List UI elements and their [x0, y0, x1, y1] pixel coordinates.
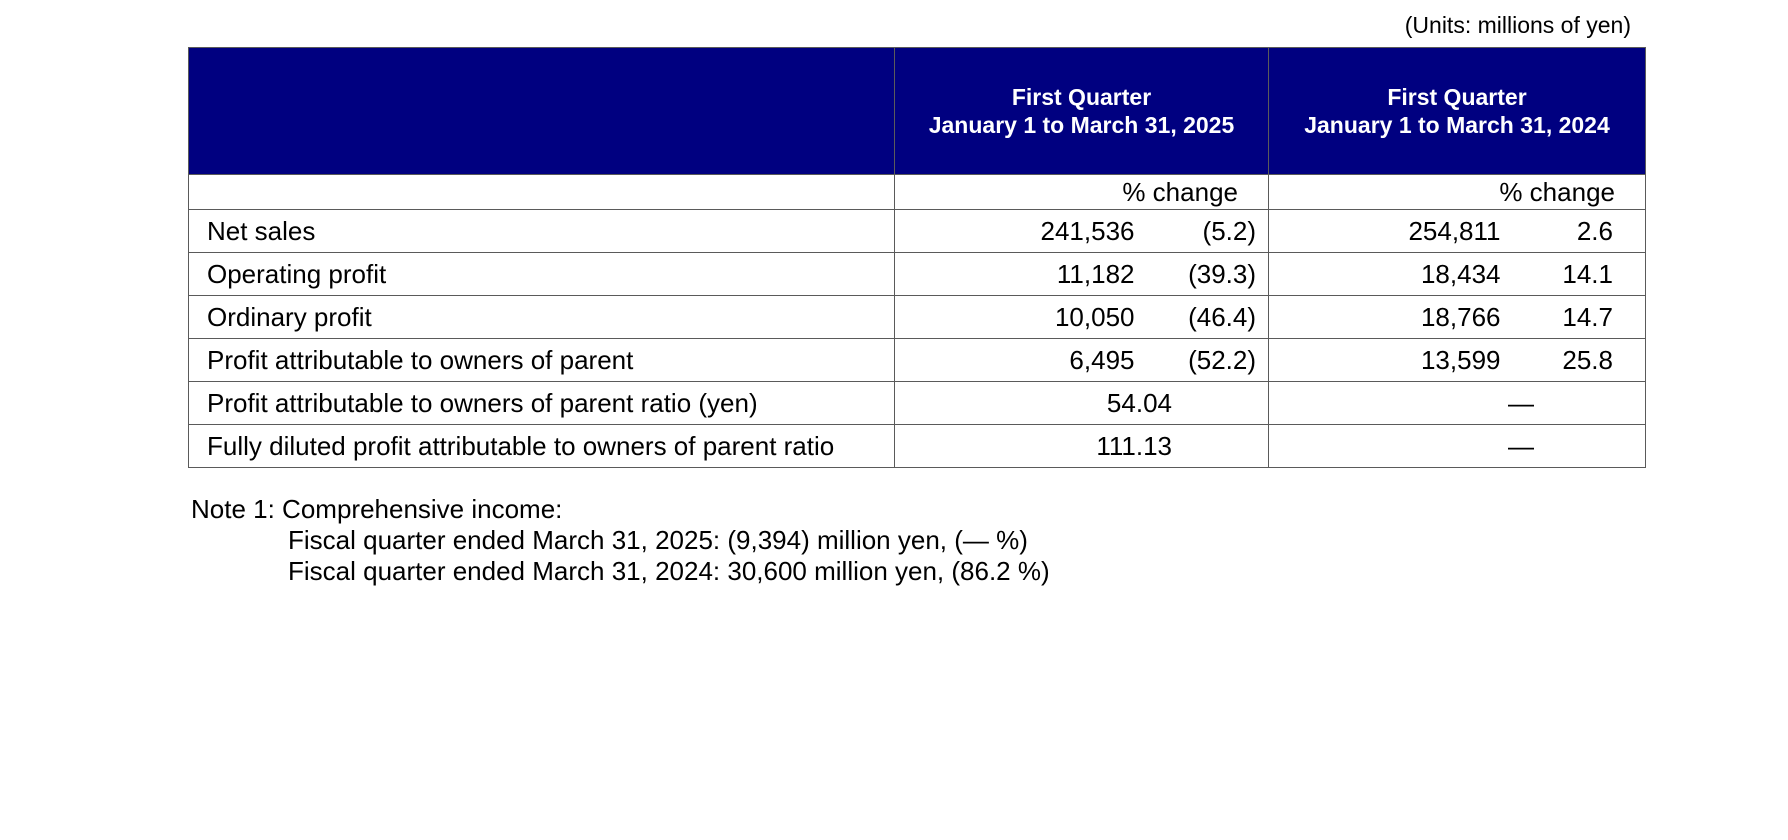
financial-results-table: [188, 47, 1646, 468]
row-label: Ordinary profit: [189, 296, 895, 339]
column-header-2025-period: January 1 to March 31, 2025: [928, 112, 1235, 138]
pct-change-2025: (5.2): [1141, 210, 1269, 253]
pct-change-2024: 14.7: [1535, 296, 1646, 339]
comprehensive-income-note: [191, 494, 1050, 587]
note-line: Fiscal quarter ended March 31, 2024: 30,600 million yen, (86.2 %): [288, 556, 1050, 586]
subheader-blank-cell: [189, 175, 895, 210]
table-row: [189, 253, 1646, 296]
row-label: Operating profit: [189, 253, 895, 296]
value-2024: 18,766: [1269, 296, 1535, 339]
value-2024: —: [1269, 425, 1646, 468]
header-blank-cell: [189, 48, 895, 175]
column-header-2024-period: January 1 to March 31, 2024: [1304, 112, 1610, 138]
table-row: [189, 339, 1646, 382]
row-label: Profit attributable to owners of parent: [189, 339, 895, 382]
value-2025: 10,050: [895, 296, 1141, 339]
table-row: [189, 425, 1646, 468]
table-row: [189, 210, 1646, 253]
value-2025: 6,495: [895, 339, 1141, 382]
pct-change-label-2025: % change: [895, 175, 1269, 210]
pct-change-label-2024: % change: [1269, 175, 1646, 210]
column-header-2024: [1269, 48, 1646, 175]
value-2025: 54.04: [895, 382, 1269, 425]
value-2024: 254,811: [1269, 210, 1535, 253]
value-2025: 111.13: [895, 425, 1269, 468]
value-2024: —: [1269, 382, 1646, 425]
value-2025: 11,182: [895, 253, 1141, 296]
column-header-2025: [895, 48, 1269, 175]
value-2024: 13,599: [1269, 339, 1535, 382]
note-title: Note 1: Comprehensive income:: [191, 494, 563, 524]
pct-change-2025: (46.4): [1141, 296, 1269, 339]
pct-change-2025: (52.2): [1141, 339, 1269, 382]
table-row: [189, 296, 1646, 339]
column-header-2025-title: First Quarter: [1011, 84, 1152, 110]
value-2024: 18,434: [1269, 253, 1535, 296]
row-label: Profit attributable to owners of parent ratio (yen): [189, 382, 895, 425]
pct-change-subheader-row: [189, 175, 1646, 210]
table-row: [189, 382, 1646, 425]
row-label: Fully diluted profit attributable to owners of parent ratio: [189, 425, 895, 468]
pct-change-2024: 2.6: [1535, 210, 1646, 253]
pct-change-2024: 14.1: [1535, 253, 1646, 296]
value-2025: 241,536: [895, 210, 1141, 253]
row-label: Net sales: [189, 210, 895, 253]
note-line: Fiscal quarter ended March 31, 2025: (9,394) million yen, (— %): [288, 525, 1028, 555]
units-note: (Units: millions of yen): [1404, 12, 1631, 38]
pct-change-2025: (39.3): [1141, 253, 1269, 296]
pct-change-2024: 25.8: [1535, 339, 1646, 382]
column-header-2024-title: First Quarter: [1387, 84, 1527, 110]
